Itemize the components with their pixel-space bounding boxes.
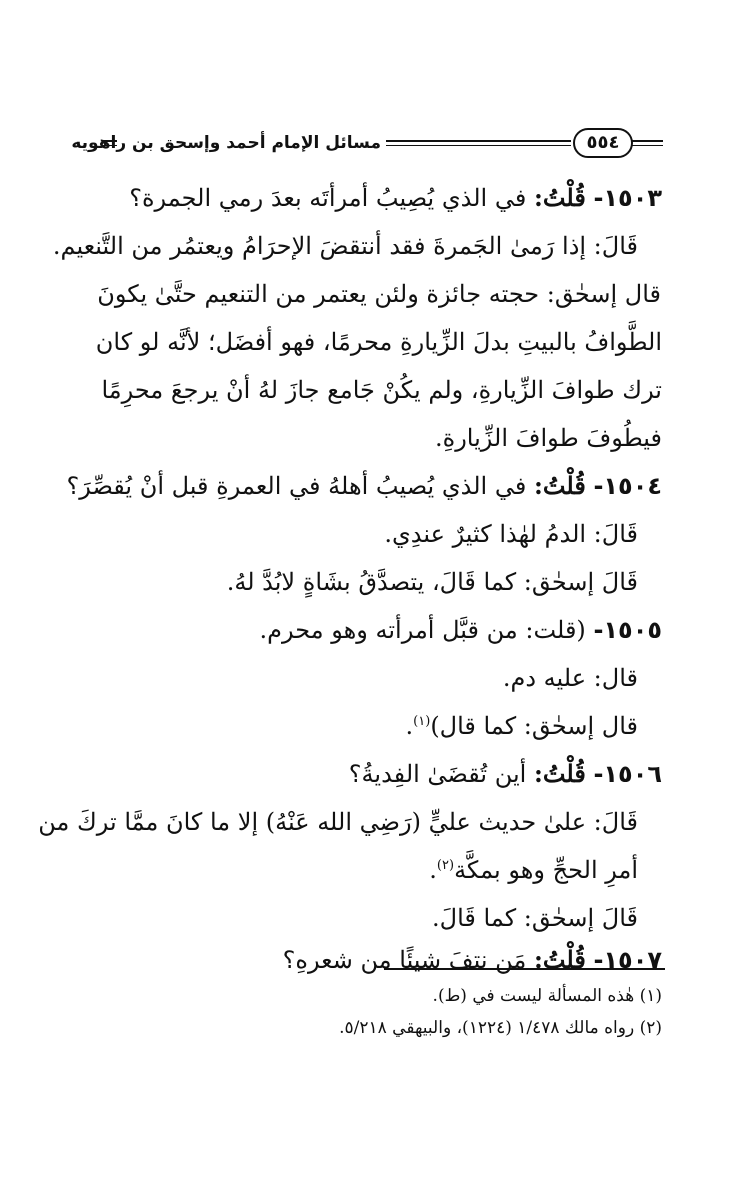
header-rule-right [631,140,663,146]
text-line [101,370,662,410]
issue-number: ١٥٠٣- [593,184,662,212]
line-text: قال: عليه دم. [502,664,638,692]
line-text: قَالَ: إذا رَمىٰ الجَمرةَ فقد أنتقضَ الإحرَامُ ويعتمُر من التَّنعيم. [52,232,638,260]
line-text: قَالَ: الدمُ لهٰذا كثيرٌ عندِي. [384,520,638,548]
header-rule-middle [386,140,571,146]
line-text: قال إسحٰق: حجته جائزة ولئن يعتمر من التنعيم حتَّىٰ يكونَ [97,280,661,308]
footnote-ref: (٢) [436,858,455,873]
text-line [97,274,661,314]
issue-number: ١٥٠٥- [593,616,662,644]
line-text: (قلت: من قبَّل أمرأته وهو محرم. [259,616,586,644]
issue-line [66,466,662,506]
text-line [96,322,662,362]
line-text: قَالَ: علىٰ حديث عليٍّ (رَضِي الله عَنْهُ) إلا ما كانَ ممَّا تركَ من [38,808,638,836]
line-text: فيطُوفَ طوافَ الزِّيارةِ. [435,424,662,452]
text-line [406,706,638,746]
answer-line [503,658,638,698]
text-line [429,850,638,890]
page-number: ٥٥٤ [573,128,633,158]
issue-line [349,754,662,794]
footnote-ref: (١) [413,714,431,729]
footnote-rule [384,968,665,970]
answer-line [53,226,638,266]
line-text: مَن نتفَ شيئًا من شعرهِ؟ [282,946,527,974]
issue-line [283,940,662,980]
line-text: قَالَ إسحٰق: كما قَالَ. [432,904,638,932]
line-text: في الذي يُصِيبُ أمرأتَه بعدَ رمي الجمرة؟ [129,184,527,212]
issue-number: ١٥٠٧- [593,946,662,974]
question-marker: قُلْتُ: [533,945,586,974]
answer-line [384,514,638,554]
line-text: أمرِ الحجِّ وهو بمكَّة [454,856,638,884]
line-text: ترك طوافَ الزِّيارةِ، ولم يكُنْ جَامع جازَ لهُ أنْ يرجعَ محرِمًا [101,376,662,404]
footnote: (١) هٰذه المسألة ليست في (ط). [432,986,662,1006]
line-text: الطَّوافُ بالبيتِ بدلَ الزِّيارةِ محرمًا، فهو أفضَل؛ لأنَّه لو كان [95,328,662,356]
line-text: قَالَ إسحٰق: كما قَالَ، يتصدَّقُ بشَاةٍ لابُدَّ لهُ. [226,568,638,596]
answer-line [38,802,638,842]
line-text: قال إسحٰق: كما قال) [430,712,638,740]
line-text: في الذي يُصيبُ أهلهُ في العمرةِ قبل أنْ يُقصِّرَ؟ [66,472,527,500]
question-marker: قُلْتُ: [533,759,586,788]
question-marker: قُلْتُ: [533,183,586,212]
issue-line [260,610,663,650]
text-line [227,562,638,602]
line-tail: . [405,712,414,740]
text-line [435,418,662,458]
footnote: (٢) رواه مالك ١/٤٧٨ (١٢٢٤)، والبيهقي ٥/٢١٨. [339,1018,662,1038]
issue-number: ١٥٠٦- [593,760,662,788]
running-title: مسائل الإمام أحمد وإسحق بن راهويه [71,133,381,153]
question-marker: قُلْتُ: [533,471,586,500]
text-line [432,898,638,938]
line-tail: . [429,856,437,884]
issue-number: ١٥٠٤- [593,472,662,500]
issue-line [129,178,662,218]
running-header [71,128,663,160]
line-text: أين تُقضَىٰ الفِديةُ؟ [348,760,527,788]
